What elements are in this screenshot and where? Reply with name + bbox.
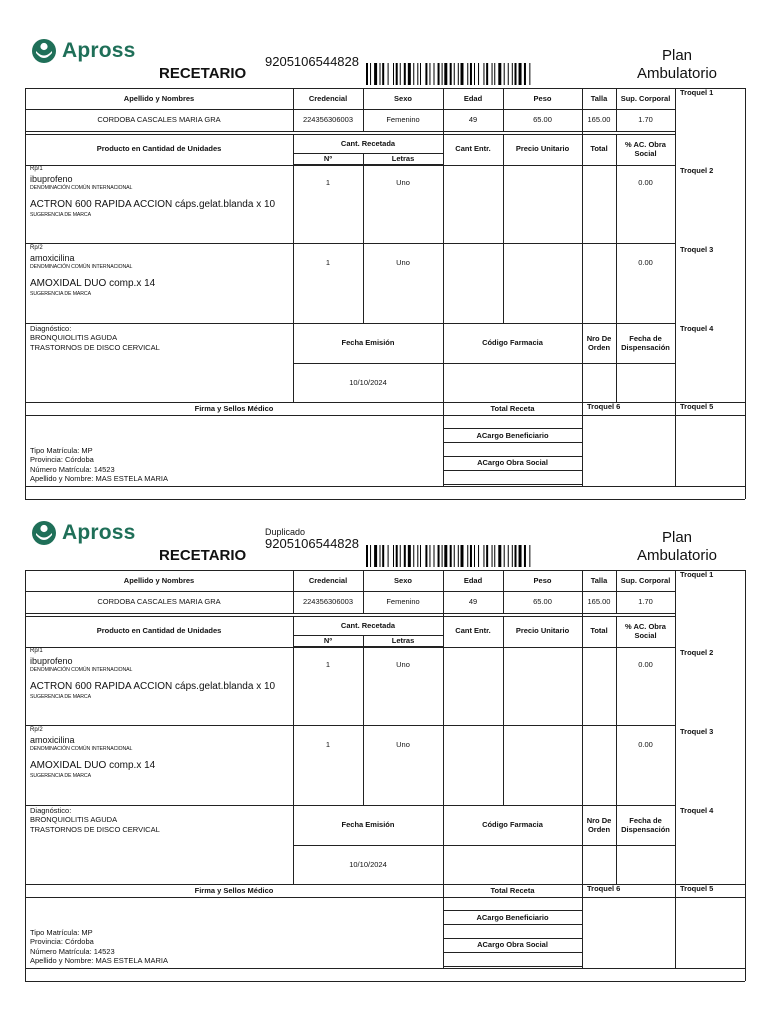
rx-2-ac: 0.00 xyxy=(638,740,653,750)
rx-1-ac: 0.00 xyxy=(638,178,653,188)
troquel-6-label: Troquel 6 xyxy=(587,402,621,411)
diagnosis-block xyxy=(25,805,293,845)
grid-line xyxy=(745,88,746,499)
prescription-table xyxy=(0,482,768,982)
troquel-5-label: Troquel 5 xyxy=(680,884,714,893)
fecha-disp-header: Fecha de Dispensación xyxy=(621,815,670,834)
grid-line xyxy=(25,613,675,614)
rx-2-brand: AMOXIDAL DUO comp.x 14 xyxy=(30,278,156,290)
troquel-2-label: Troquel 2 xyxy=(680,648,714,657)
rx-2-dci-label: DENOMINACIÓN COMÚN INTERNACIONAL xyxy=(30,745,133,752)
cargo-obra-social: ACargo Obra Social xyxy=(477,940,548,950)
talla-header: Talla xyxy=(590,576,608,586)
rx-1-numero: 1 xyxy=(325,178,331,188)
numero-header: Nº xyxy=(323,153,333,163)
rx-1-letras: Uno xyxy=(396,178,410,188)
rx-2-label: Rp/2 xyxy=(30,727,43,733)
rx-1-dci-label: DENOMINACIÓN COMÚN INTERNACIONAL xyxy=(30,666,133,673)
troquel-4-label: Troquel 4 xyxy=(680,806,714,815)
diagnosis-2: TRASTORNOS DE DISCO CERVICAL xyxy=(30,342,160,352)
producto-header: Producto en Cantidad de Unidades xyxy=(96,626,222,636)
fecha-emision-value: 10/10/2024 xyxy=(349,378,387,388)
credencial-header: Credencial xyxy=(308,94,348,104)
prescription-code: 9205106544828 xyxy=(265,536,359,551)
grid-line xyxy=(443,966,582,967)
grid-line xyxy=(675,570,676,968)
rx-2-dci-label: DENOMINACIÓN COMÚN INTERNACIONAL xyxy=(30,263,133,270)
total-header: Total xyxy=(590,144,608,154)
fecha-disp-header: Fecha de Dispensación xyxy=(621,333,670,352)
credencial-header: Credencial xyxy=(308,576,348,586)
diagnosis-label: Diagnóstico: xyxy=(30,324,72,333)
doctor-block xyxy=(25,927,435,967)
troquel-3-label: Troquel 3 xyxy=(680,245,714,254)
brand-name: Apross xyxy=(62,39,136,62)
doctor-numero: Número Matrícula: 14523 xyxy=(30,464,115,474)
firma-header: Firma y Sellos Médico xyxy=(194,404,274,414)
brand-name: Apross xyxy=(62,521,136,544)
grid-line xyxy=(675,88,676,486)
precio-header: Precio Unitario xyxy=(515,626,570,636)
patient-credencial: 224356306003 xyxy=(302,597,354,607)
rx-1-brand: ACTRON 600 RAPIDA ACCION cáps.gelat.blanda x 10 xyxy=(30,199,276,211)
grid-line xyxy=(443,952,582,953)
codigo-farmacia-header: Código Farmacia xyxy=(482,338,543,348)
page-title: RECETARIO xyxy=(159,65,247,82)
total-receta-header: Total Receta xyxy=(490,886,535,896)
diagnosis-2: TRASTORNOS DE DISCO CERVICAL xyxy=(30,824,160,834)
patient-edad: 49 xyxy=(468,597,478,607)
rx-2-label: Rp/2 xyxy=(30,245,43,251)
troquel-4-label: Troquel 4 xyxy=(680,324,714,333)
grid-line xyxy=(25,131,675,132)
rx-2-marca-label: SUGERENCIA DE MARCA xyxy=(30,290,91,297)
rx-1-marca-label: SUGERENCIA DE MARCA xyxy=(30,693,91,700)
patient-credencial: 224356306003 xyxy=(302,115,354,125)
rx-1-dci-label: DENOMINACIÓN COMÚN INTERNACIONAL xyxy=(30,184,133,191)
rx-2-brand: AMOXIDAL DUO comp.x 14 xyxy=(30,760,156,772)
prescription-original xyxy=(0,0,768,500)
grid-line xyxy=(25,981,745,982)
sexo-header: Sexo xyxy=(394,94,412,104)
rx-2-numero: 1 xyxy=(325,258,331,268)
peso-header: Peso xyxy=(533,576,552,586)
letras-header: Letras xyxy=(391,635,415,645)
rx-1-generic: ibuprofeno xyxy=(30,655,73,666)
patient-peso: 65.00 xyxy=(533,115,552,125)
doctor-provincia: Provincia: Córdoba xyxy=(30,937,94,947)
rx-2-generic: amoxicilina xyxy=(30,734,75,745)
rx-1-numero: 1 xyxy=(325,660,331,670)
peso-header: Peso xyxy=(533,94,552,104)
patient-peso: 65.00 xyxy=(533,597,552,607)
fecha-emision-value: 10/10/2024 xyxy=(349,860,387,870)
apellido-header: Apellido y Nombres xyxy=(123,94,195,104)
edad-header: Edad xyxy=(463,94,483,104)
doctor-block xyxy=(25,445,435,485)
patient-name: CORDOBA CASCALES MARIA GRA xyxy=(97,597,221,607)
rx-1-ac: 0.00 xyxy=(638,660,653,670)
fecha-emision-header: Fecha Emisión xyxy=(341,338,395,348)
prescription-code: 9205106544828 xyxy=(265,54,359,69)
doctor-numero: Número Matrícula: 14523 xyxy=(30,946,115,956)
sup-header: Sup. Corporal xyxy=(620,94,671,104)
cant-entr-header: Cant Entr. xyxy=(455,144,491,154)
rx-2-letras: Uno xyxy=(396,258,410,268)
total-header: Total xyxy=(590,626,608,636)
grid-line xyxy=(443,924,582,925)
rx-1-marca-label: SUGERENCIA DE MARCA xyxy=(30,211,91,218)
troquel-3-label: Troquel 3 xyxy=(680,727,714,736)
troquel-6-label: Troquel 6 xyxy=(587,884,621,893)
rx-2-product xyxy=(25,726,293,804)
grid-line xyxy=(25,415,745,416)
fecha-emision-header: Fecha Emisión xyxy=(341,820,395,830)
patient-sup: 1.70 xyxy=(638,597,653,607)
cargo-beneficiario: ACargo Beneficiario xyxy=(476,430,549,440)
prescription-duplicate xyxy=(0,482,768,982)
talla-header: Talla xyxy=(590,94,608,104)
patient-talla: 165.00 xyxy=(587,597,611,607)
edad-header: Edad xyxy=(463,576,483,586)
apellido-header: Apellido y Nombres xyxy=(123,576,195,586)
rx-1-letras: Uno xyxy=(396,660,410,670)
rx-1-product xyxy=(25,165,293,243)
prescription-table xyxy=(0,0,768,500)
diagnosis-1: BRONQUIOLITIS AGUDA xyxy=(30,333,118,343)
rx-2-generic: amoxicilina xyxy=(30,252,75,263)
ac-header: % AC. Obra Social xyxy=(625,621,666,640)
doctor-nombre: Apellido y Nombre: MAS ESTELA MARIA xyxy=(30,474,168,484)
doctor-provincia: Provincia: Córdoba xyxy=(30,455,94,465)
diagnosis-label: Diagnóstico: xyxy=(30,806,72,815)
diagnosis-block xyxy=(25,323,293,363)
patient-sexo: Femenino xyxy=(386,597,420,607)
rx-2-letras: Uno xyxy=(396,740,410,750)
letras-header: Letras xyxy=(391,153,415,163)
diagnosis-1: BRONQUIOLITIS AGUDA xyxy=(30,815,118,825)
troquel-5-label: Troquel 5 xyxy=(680,402,714,411)
doctor-nombre: Apellido y Nombre: MAS ESTELA MARIA xyxy=(30,956,168,966)
grid-line xyxy=(443,470,582,471)
rx-1-label: Rp/1 xyxy=(30,166,43,172)
patient-edad: 49 xyxy=(468,115,478,125)
doctor-tipo: Tipo Matrícula: MP xyxy=(30,446,93,455)
patient-name: CORDOBA CASCALES MARIA GRA xyxy=(97,115,221,125)
cant-recetada-header: Cant. Recetada xyxy=(340,138,396,148)
firma-header: Firma y Sellos Médico xyxy=(194,886,274,896)
plan-label: Plan Ambulatorio xyxy=(636,47,718,82)
plan-label: Plan Ambulatorio xyxy=(636,529,718,564)
page-title: RECETARIO xyxy=(159,547,247,564)
total-receta-header: Total Receta xyxy=(490,404,535,414)
patient-sup: 1.70 xyxy=(638,115,653,125)
troquel-1-label: Troquel 1 xyxy=(680,570,714,579)
rx-2-numero: 1 xyxy=(325,740,331,750)
grid-line xyxy=(443,442,582,443)
grid-line xyxy=(25,968,745,969)
producto-header: Producto en Cantidad de Unidades xyxy=(96,144,222,154)
cargo-obra-social: ACargo Obra Social xyxy=(477,458,548,468)
rx-1-generic: ibuprofeno xyxy=(30,173,73,184)
grid-line xyxy=(745,570,746,981)
rx-2-marca-label: SUGERENCIA DE MARCA xyxy=(30,772,91,779)
rx-1-label: Rp/1 xyxy=(30,648,43,654)
rx-1-product xyxy=(25,647,293,725)
rx-2-product xyxy=(25,244,293,322)
cargo-beneficiario: ACargo Beneficiario xyxy=(476,912,549,922)
patient-talla: 165.00 xyxy=(587,115,611,125)
cant-entr-header: Cant Entr. xyxy=(455,626,491,636)
nro-orden-header: Nro De Orden xyxy=(586,333,612,352)
patient-sexo: Femenino xyxy=(386,115,420,125)
troquel-1-label: Troquel 1 xyxy=(680,88,714,97)
ac-header: % AC. Obra Social xyxy=(625,139,666,158)
codigo-farmacia-header: Código Farmacia xyxy=(482,820,543,830)
nro-orden-header: Nro De Orden xyxy=(586,815,612,834)
numero-header: Nº xyxy=(323,635,333,645)
sexo-header: Sexo xyxy=(394,576,412,586)
troquel-2-label: Troquel 2 xyxy=(680,166,714,175)
cant-recetada-header: Cant. Recetada xyxy=(340,620,396,630)
rx-1-brand: ACTRON 600 RAPIDA ACCION cáps.gelat.blanda x 10 xyxy=(30,681,276,693)
precio-header: Precio Unitario xyxy=(515,144,570,154)
grid-line xyxy=(25,897,745,898)
duplicate-label: Duplicado xyxy=(265,527,306,537)
rx-2-ac: 0.00 xyxy=(638,258,653,268)
doctor-tipo: Tipo Matrícula: MP xyxy=(30,928,93,937)
sup-header: Sup. Corporal xyxy=(620,576,671,586)
